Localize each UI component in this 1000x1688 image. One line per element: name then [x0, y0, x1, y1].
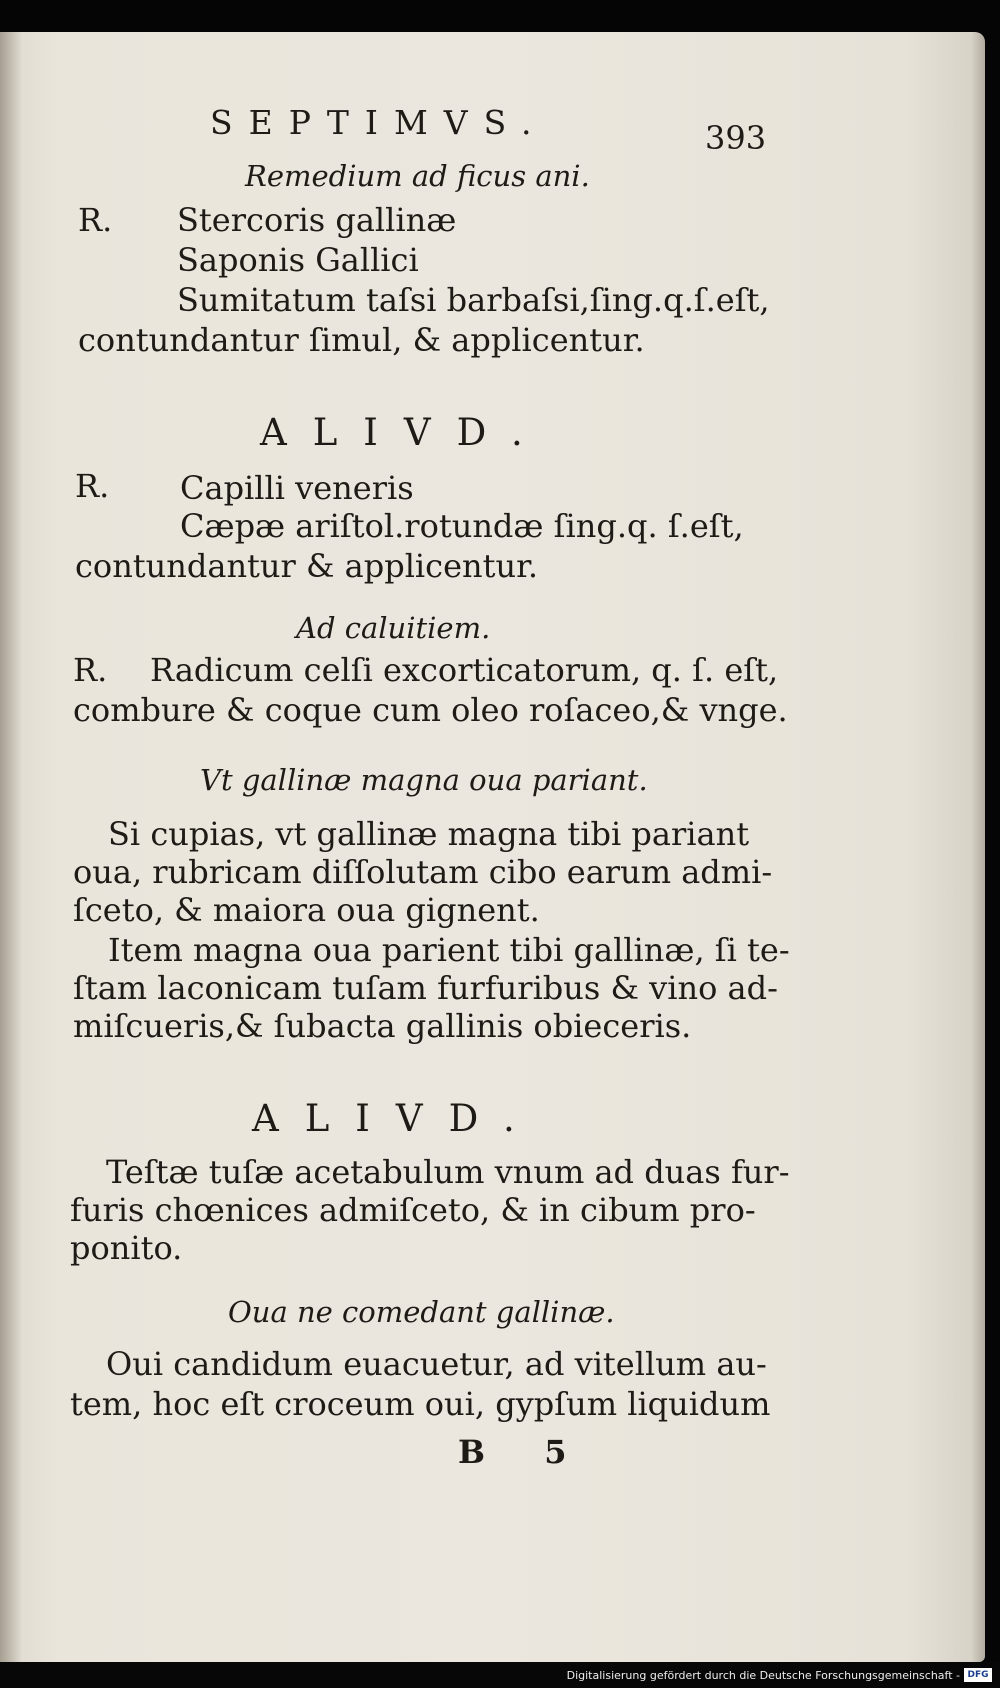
text-line: Capilli veneris — [180, 469, 414, 507]
text-line: contundantur & applicentur. — [75, 547, 539, 585]
section-title: ALIVD. — [260, 411, 549, 454]
book-page — [0, 32, 985, 1662]
text-line: Item magna oua parient tibi gallinæ, ſi te- — [108, 931, 790, 969]
text-line: tem, hoc eſt croceum oui, gypſum liquidum — [70, 1385, 771, 1423]
section-title: Remedium ad ficus ani. — [245, 159, 590, 193]
dfg-logo-icon: DFG — [964, 1668, 992, 1682]
text-line: oua, rubricam diſſolutam cibo earum admi- — [73, 853, 773, 891]
section-title: Oua ne comedant gallinæ. — [228, 1295, 615, 1329]
text-line: Radicum celſi excorticatorum, q. ſ. eſt, — [150, 651, 779, 689]
text-line: Oui candidum euacuetur, ad vitellum au- — [106, 1345, 767, 1383]
text-line: Stercoris gallinæ — [177, 201, 457, 239]
text-line: ſceto, & maiora oua gignent. — [73, 891, 540, 929]
text-line: ſtam laconicam tuſam furfuribus & vino ad- — [73, 969, 778, 1007]
page-number: 393 — [705, 119, 767, 157]
text-line: furis chœnices admiſceto, & in cibum pro- — [70, 1191, 756, 1229]
section-title: Ad caluitiem. — [296, 611, 491, 645]
recipe-mark: R. — [75, 467, 110, 505]
text-line: Saponis Gallici — [177, 241, 419, 279]
recipe-mark: R. — [73, 651, 108, 689]
gutter-shadow — [0, 32, 22, 1662]
text-line: miſcueris,& ſubacta gallinis obieceris. — [73, 1007, 692, 1045]
signature-mark: B 5 — [458, 1433, 591, 1471]
recipe-mark: R. — [78, 201, 113, 239]
running-title: SEPTIMVS. — [210, 103, 548, 142]
text-line: combure & coque cum oleo roſaceo,& vnge. — [73, 691, 788, 729]
text-line: contundantur ſimul, & applicentur. — [78, 321, 645, 359]
digitization-credit: Digitalisierung gefördert durch die Deutsche Forschungsgemeinschaft - — [566, 1669, 960, 1682]
text-line: Teſtæ tuſæ acetabulum vnum ad duas fur- — [106, 1153, 790, 1191]
text-line: Si cupias, vt gallinæ magna tibi pariant — [108, 815, 750, 853]
text-line: Sumitatum taſsi barbaſsi,ſing.q.ſ.eſt, — [177, 281, 770, 319]
section-title: Vt gallinæ magna oua pariant. — [200, 763, 648, 797]
page-edge-shadow — [971, 32, 985, 1662]
text-line: ponito. — [70, 1229, 183, 1267]
section-title: ALIVD. — [252, 1097, 541, 1140]
text-line: Cæpæ ariſtol.rotundæ ſing.q. ſ.eſt, — [180, 507, 744, 545]
